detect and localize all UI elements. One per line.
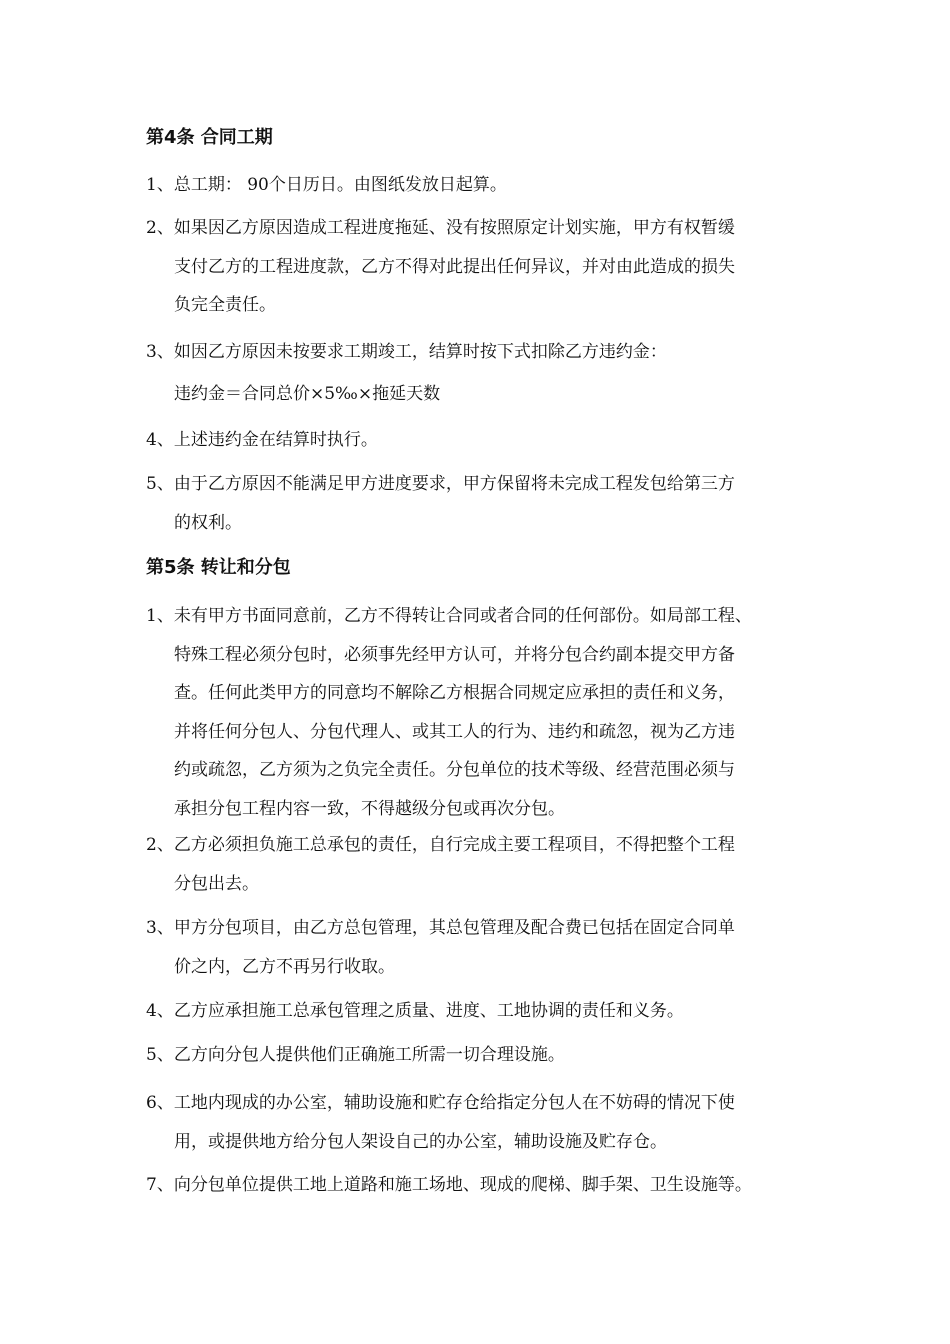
paragraph-line: 2、如果因乙方原因造成工程进度拖延、没有按照原定计划实施，甲方有权暂缓: [146, 218, 735, 238]
paragraph-line: 2、乙方必须担负施工总承包的责任，自行完成主要工程项目，不得把整个工程: [146, 835, 735, 855]
paragraph-line: 的权利。: [174, 512, 242, 533]
paragraph-line: 特殊工程必须分包时，必须事先经甲方认可，并将分包合约副本提交甲方备: [174, 644, 735, 665]
section-5-item-4: [146, 992, 826, 1031]
section-4-item-2: [146, 209, 826, 325]
section-4-item-3: [146, 333, 826, 372]
penalty-formula: 违约金＝合同总价×5‰×拖延天数: [174, 384, 441, 404]
section-5-item-2: [146, 826, 826, 903]
paragraph-line: 查。任何此类甲方的同意均不解除乙方根据合同规定应承担的责任和义务，: [174, 683, 735, 703]
section-5-item-7: [146, 1166, 826, 1205]
paragraph-line: 约或疏忽，乙方须为之负完全责任。分包单位的技术等级、经营范围必须与: [174, 760, 735, 780]
paragraph-line: 用，或提供地方给分包人架设自己的办公室，辅助设施及贮存仓。: [174, 1131, 667, 1152]
paragraph-line: 5、乙方向分包人提供他们正确施工所需一切合理设施。: [146, 1045, 565, 1065]
section-5-item-3: [146, 909, 826, 986]
paragraph-line: 承担分包工程内容一致，不得越级分包或再次分包。: [174, 798, 565, 819]
paragraph-line: 3、如因乙方原因未按要求工期竣工，结算时按下式扣除乙方违约金：: [146, 342, 667, 362]
section-5-heading: 第5条 转让和分包: [146, 557, 291, 578]
paragraph-line: 7、向分包单位提供工地上道路和施工场地、现成的爬梯、脚手架、卫生设施等。: [146, 1175, 752, 1195]
section-5-item-1: [146, 597, 826, 828]
paragraph-line: 1、未有甲方书面同意前，乙方不得转让合同或者合同的任何部份。如局部工程、: [146, 606, 752, 626]
paragraph-line: 支付乙方的工程进度款，乙方不得对此提出任何异议，并对由此造成的损失: [174, 256, 735, 277]
section-4-item-1: [146, 166, 826, 205]
section-4-item-5: [146, 465, 826, 542]
paragraph-line: 4、乙方应承担施工总承包管理之质量、进度、工地协调的责任和义务。: [146, 1001, 684, 1021]
paragraph-line: 价之内，乙方不再另行收取。: [174, 956, 395, 977]
section-5-item-5: [146, 1036, 826, 1075]
section-5-item-6: [146, 1084, 826, 1161]
section-4-item-4: [146, 421, 826, 460]
paragraph-line: 负完全责任。: [174, 295, 276, 315]
paragraph-line: 分包出去。: [174, 873, 259, 894]
paragraph-line: 4、上述违约金在结算时执行。: [146, 430, 378, 450]
paragraph-line: 5、由于乙方原因不能满足甲方进度要求，甲方保留将未完成工程发包给第三方: [146, 474, 735, 494]
paragraph-line: 1、总工期： 90个日历日。由图纸发放日起算。: [146, 175, 507, 195]
paragraph-line: 6、工地内现成的办公室，辅助设施和贮存仓给指定分包人在不妨碍的情况下使: [146, 1093, 735, 1113]
paragraph-line: 并将任何分包人、分包代理人、或其工人的行为、违约和疏忽，视为乙方违: [174, 721, 735, 742]
paragraph-line: 3、甲方分包项目，由乙方总包管理，其总包管理及配合费已包括在固定合同单: [146, 918, 735, 938]
section-4-heading: 第4条 合同工期: [146, 127, 273, 148]
